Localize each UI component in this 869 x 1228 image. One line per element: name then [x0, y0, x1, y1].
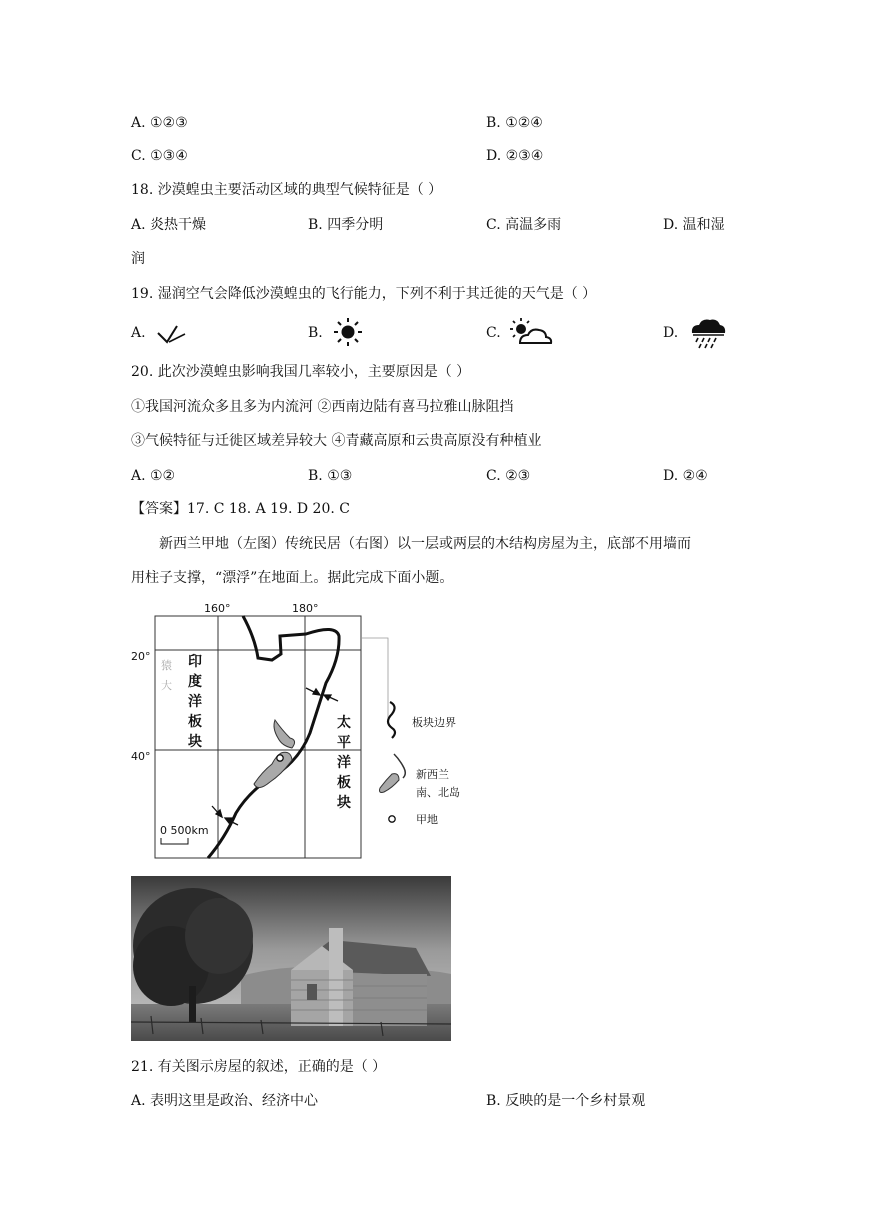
q21-stem: 21. 有关图示房屋的叙述，正确的是（ ） — [131, 1059, 387, 1075]
check-icon — [155, 318, 191, 348]
q18-option-d: D. 温和湿 — [663, 217, 725, 233]
q19-option-d: D. — [663, 325, 679, 341]
q21-option-b: B. 反映的是一个乡村景观 — [486, 1093, 646, 1109]
answer-key: 【答案】17. C 18. A 19. D 20. C — [131, 501, 350, 517]
intro-line-2: 用柱子支撑，“漂浮”在地面上。据此完成下面小题。 — [131, 570, 454, 586]
q21-option-a: A. 表明这里是政治、经济中心 — [131, 1093, 319, 1109]
lat-label-40: 40° — [131, 750, 151, 763]
q19-stem: 19. 湿润空气会降低沙漠蝗虫的飞行能力，下列不利于其迁徙的天气是（ ） — [131, 286, 597, 302]
q18-option-a: A. 炎热干燥 — [131, 217, 207, 233]
q20-option-a: A. ①② — [131, 468, 176, 484]
q17-option-d: D. ②③④ — [486, 148, 544, 164]
q18-stem: 18. 沙漠蝗虫主要活动区域的典型气候特征是（ ） — [131, 182, 443, 198]
q18-option-b: B. 四季分明 — [308, 217, 384, 233]
q19-option-a: A. — [131, 325, 146, 341]
q20-option-b: B. ①③ — [308, 468, 353, 484]
pacific-plate-label: 太 平 洋 板 块 — [337, 715, 351, 811]
q20-statements-2: ③气候特征与迁徙区域差异较大 ④青藏高原和云贵高原没有种植业 — [131, 433, 542, 449]
lon-label-180: 180° — [292, 602, 319, 615]
q18-option-d-wrap: 润 — [131, 251, 145, 267]
q20-statements-1: ①我国河流众多且多为内流河 ②西南边陆有喜马拉雅山脉阻挡 — [131, 399, 514, 415]
partly-cloudy-icon — [508, 316, 554, 348]
lat-label-20: 20° — [131, 650, 151, 663]
legend-boundary-label: 板块边界 — [412, 716, 456, 729]
q17-option-b: B. ①②④ — [486, 115, 543, 131]
q17-option-c: C. ①③④ — [131, 148, 188, 164]
plate-boundary-map — [130, 598, 480, 868]
q18-option-c: C. 高温多雨 — [486, 217, 562, 233]
watermark: 猿 大 — [161, 659, 172, 692]
q20-option-c: C. ②③ — [486, 468, 531, 484]
lon-label-160: 160° — [204, 602, 231, 615]
q19-option-c: C. — [486, 325, 501, 341]
rain-cloud-icon — [688, 316, 728, 350]
q20-option-d: D. ②④ — [663, 468, 708, 484]
intro-line-1: 新西兰甲地（左图）传统民居（右图）以一层或两层的木结构房屋为主，底部不用墙而 — [159, 536, 691, 552]
indian-plate-label: 印 度 洋 板 块 — [188, 654, 202, 750]
scale-label: 0 500km — [160, 824, 209, 837]
q20-stem: 20. 此次沙漠蝗虫影响我国几率较小，主要原因是（ ） — [131, 364, 471, 380]
legend-site-label: 甲地 — [416, 813, 438, 826]
sun-icon — [332, 316, 364, 348]
house-photo — [131, 876, 451, 1041]
q17-option-a: A. ①②③ — [131, 115, 188, 131]
q19-option-b: B. — [308, 325, 323, 341]
legend-islands-label-1: 新西兰 — [416, 768, 449, 781]
legend-islands-label-2: 南、北岛 — [416, 786, 460, 799]
